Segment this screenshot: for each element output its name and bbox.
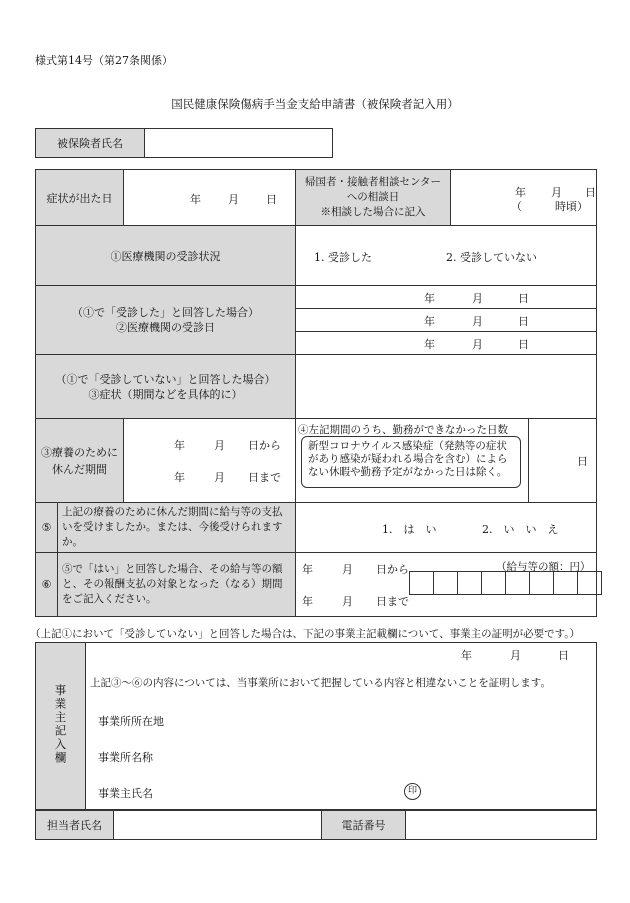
q6-amount-boxes[interactable]	[410, 571, 602, 595]
q4-label-l2: 休んだ期間	[52, 462, 107, 476]
q4-to-suffix: 日まで	[248, 470, 281, 484]
employer-name-label: 事業所名称	[98, 751, 153, 764]
q2-year-3: 年	[424, 338, 435, 351]
employer-address-label: 事業所所在地	[98, 715, 164, 728]
q1-option-visited[interactable]: 1. 受診した	[314, 250, 372, 264]
q6-to-year: 年	[302, 594, 313, 608]
q4-period-field[interactable]	[124, 419, 296, 503]
phone-label: 電話番号	[322, 811, 406, 840]
q4-label-l1: ③療養のために	[41, 445, 118, 459]
q2-label-l2: ②医療機関の受診日	[116, 321, 215, 334]
q2-dates	[296, 286, 597, 355]
q2-day-1: 日	[518, 292, 529, 305]
q4b-label: ④左記期間のうち、勤務ができなかった日数	[298, 424, 508, 436]
employer-year: 年	[461, 649, 472, 662]
q5-options	[296, 503, 597, 553]
employer-owner-field[interactable]	[196, 779, 396, 801]
contact-person-label: 担当者氏名	[36, 811, 114, 840]
amount-digit-box[interactable]	[457, 571, 482, 595]
q2-date-3[interactable]	[296, 332, 596, 354]
employer-table	[35, 642, 597, 810]
main-table	[35, 169, 597, 617]
q2-day-3: 日	[518, 338, 529, 351]
q6-from-suffix: 日から	[376, 562, 409, 576]
q2-month-1: 月	[472, 292, 483, 305]
employer-section-label-cell	[36, 643, 86, 810]
q4-from-year: 年	[174, 438, 185, 452]
q2-label	[36, 286, 296, 355]
form-title: 国民健康保険傷病手当金支給申請書（被保険者記入用）	[171, 97, 459, 111]
q2-date-2[interactable]	[296, 309, 596, 332]
q6-from-month: 月	[342, 562, 353, 576]
q2-date-1[interactable]	[296, 286, 596, 309]
symptom-year-unit: 年	[190, 192, 201, 206]
q2-year-2: 年	[424, 315, 435, 328]
amount-digit-box[interactable]	[433, 571, 458, 595]
employer-owner-label: 事業主氏名	[98, 787, 153, 800]
q4b-note: 新型コロナウイルス感染症（発熱等の症状があり感染が疑われる場合を含む）によらない休暇や勤務予定がなかった日は除く。	[301, 436, 521, 488]
consult-month-unit: 月	[551, 185, 562, 199]
consult-center-label	[296, 170, 451, 226]
amount-digit-box[interactable]	[577, 571, 602, 595]
q4b-label-cell	[296, 419, 529, 503]
employer-note: （上記①において「受診していない」と回答した場合は、下記の事業主記載欄について、事業主の証明が必要です。）	[30, 628, 580, 640]
q4-to-month: 月	[214, 470, 225, 484]
symptom-date-label: 症状が出た日	[36, 170, 124, 226]
amount-digit-box[interactable]	[529, 571, 554, 595]
q3-label-l1: （①で「受診していない」と回答した場合）	[55, 372, 276, 386]
symptom-date-field[interactable]	[124, 170, 296, 226]
q6-text: ⑤で「はい」と回答した場合、その給与等の額と、その報酬支払の対象となった（なる）期間をご記入ください。	[58, 553, 296, 617]
q6-amount-label: （給与等の額：円）	[496, 560, 591, 573]
phone-field[interactable]	[406, 811, 597, 840]
q2-year-1: 年	[424, 292, 435, 305]
q3-label	[36, 355, 296, 419]
amount-digit-box[interactable]	[505, 571, 530, 595]
insured-name-label: 被保険者氏名	[36, 129, 145, 158]
employer-month: 月	[510, 649, 521, 662]
q6-from-year: 年	[302, 562, 313, 576]
consult-day-unit: 日	[585, 185, 596, 199]
q2-month-2: 月	[472, 315, 483, 328]
q3-label-l2: ③症状（期間などを具体的に）	[88, 387, 243, 401]
q5-number: ⑤	[36, 503, 58, 553]
consult-center-label-l3: ※相談した場合に記入	[320, 206, 426, 218]
symptom-day-unit: 日	[266, 192, 277, 206]
q1-label: ①医療機関の受診状況	[36, 226, 296, 286]
contact-person-field[interactable]	[114, 811, 322, 840]
consult-time: （ 時頃）	[511, 199, 588, 213]
q4-to-year: 年	[174, 470, 185, 484]
employer-address-field[interactable]	[196, 707, 586, 729]
consult-date-field[interactable]	[451, 170, 597, 226]
amount-digit-box[interactable]	[409, 571, 434, 595]
form-number: 様式第14号（第27条関係）	[35, 54, 173, 67]
employer-name-field[interactable]	[196, 743, 586, 765]
employer-cert-text: 上記③～⑥の内容については、当事業所において把握している内容と相違ないことを証明します。	[90, 677, 551, 689]
q1-option-not-visited[interactable]: 2. 受診していない	[446, 250, 537, 264]
symptom-month-unit: 月	[228, 192, 239, 206]
amount-digit-box[interactable]	[481, 571, 506, 595]
q2-label-l1: （①で「受診した」と回答した場合）	[72, 306, 259, 319]
q4b-day-unit: 日	[577, 454, 588, 468]
q5-option-yes[interactable]: 1. は い	[382, 522, 437, 536]
contact-table	[35, 810, 597, 840]
q5-text: 上記の療養のために休んだ期間に給与等の支払いを受けましたか。または、今後受けられますか。	[58, 503, 296, 553]
amount-digit-box[interactable]	[553, 571, 578, 595]
q3-symptoms-field[interactable]	[296, 355, 597, 419]
consult-year-unit: 年	[515, 185, 526, 199]
q5-option-no[interactable]: 2. い い え	[482, 522, 559, 536]
insured-name-table	[35, 128, 333, 158]
seal-icon: 印	[404, 783, 421, 800]
q6-to-month: 月	[342, 594, 353, 608]
q2-day-2: 日	[518, 315, 529, 328]
q4-label	[36, 419, 124, 503]
employer-section-label: 事業主記入欄	[53, 684, 68, 765]
q4b-days-field[interactable]	[529, 419, 597, 503]
employer-fields	[86, 643, 597, 810]
q2-month-3: 月	[472, 338, 483, 351]
q1-options	[296, 226, 597, 286]
consult-center-label-l1: 帰国者・接触者相談センター	[304, 176, 442, 188]
employer-day: 日	[558, 649, 569, 662]
q4-from-suffix: 日から	[248, 438, 281, 452]
consult-center-label-l2: への相談日	[346, 191, 400, 203]
q6-number: ⑥	[36, 553, 58, 617]
q6-to-suffix: 日まで	[376, 594, 409, 608]
q4-from-month: 月	[214, 438, 225, 452]
insured-name-field[interactable]	[145, 129, 333, 158]
